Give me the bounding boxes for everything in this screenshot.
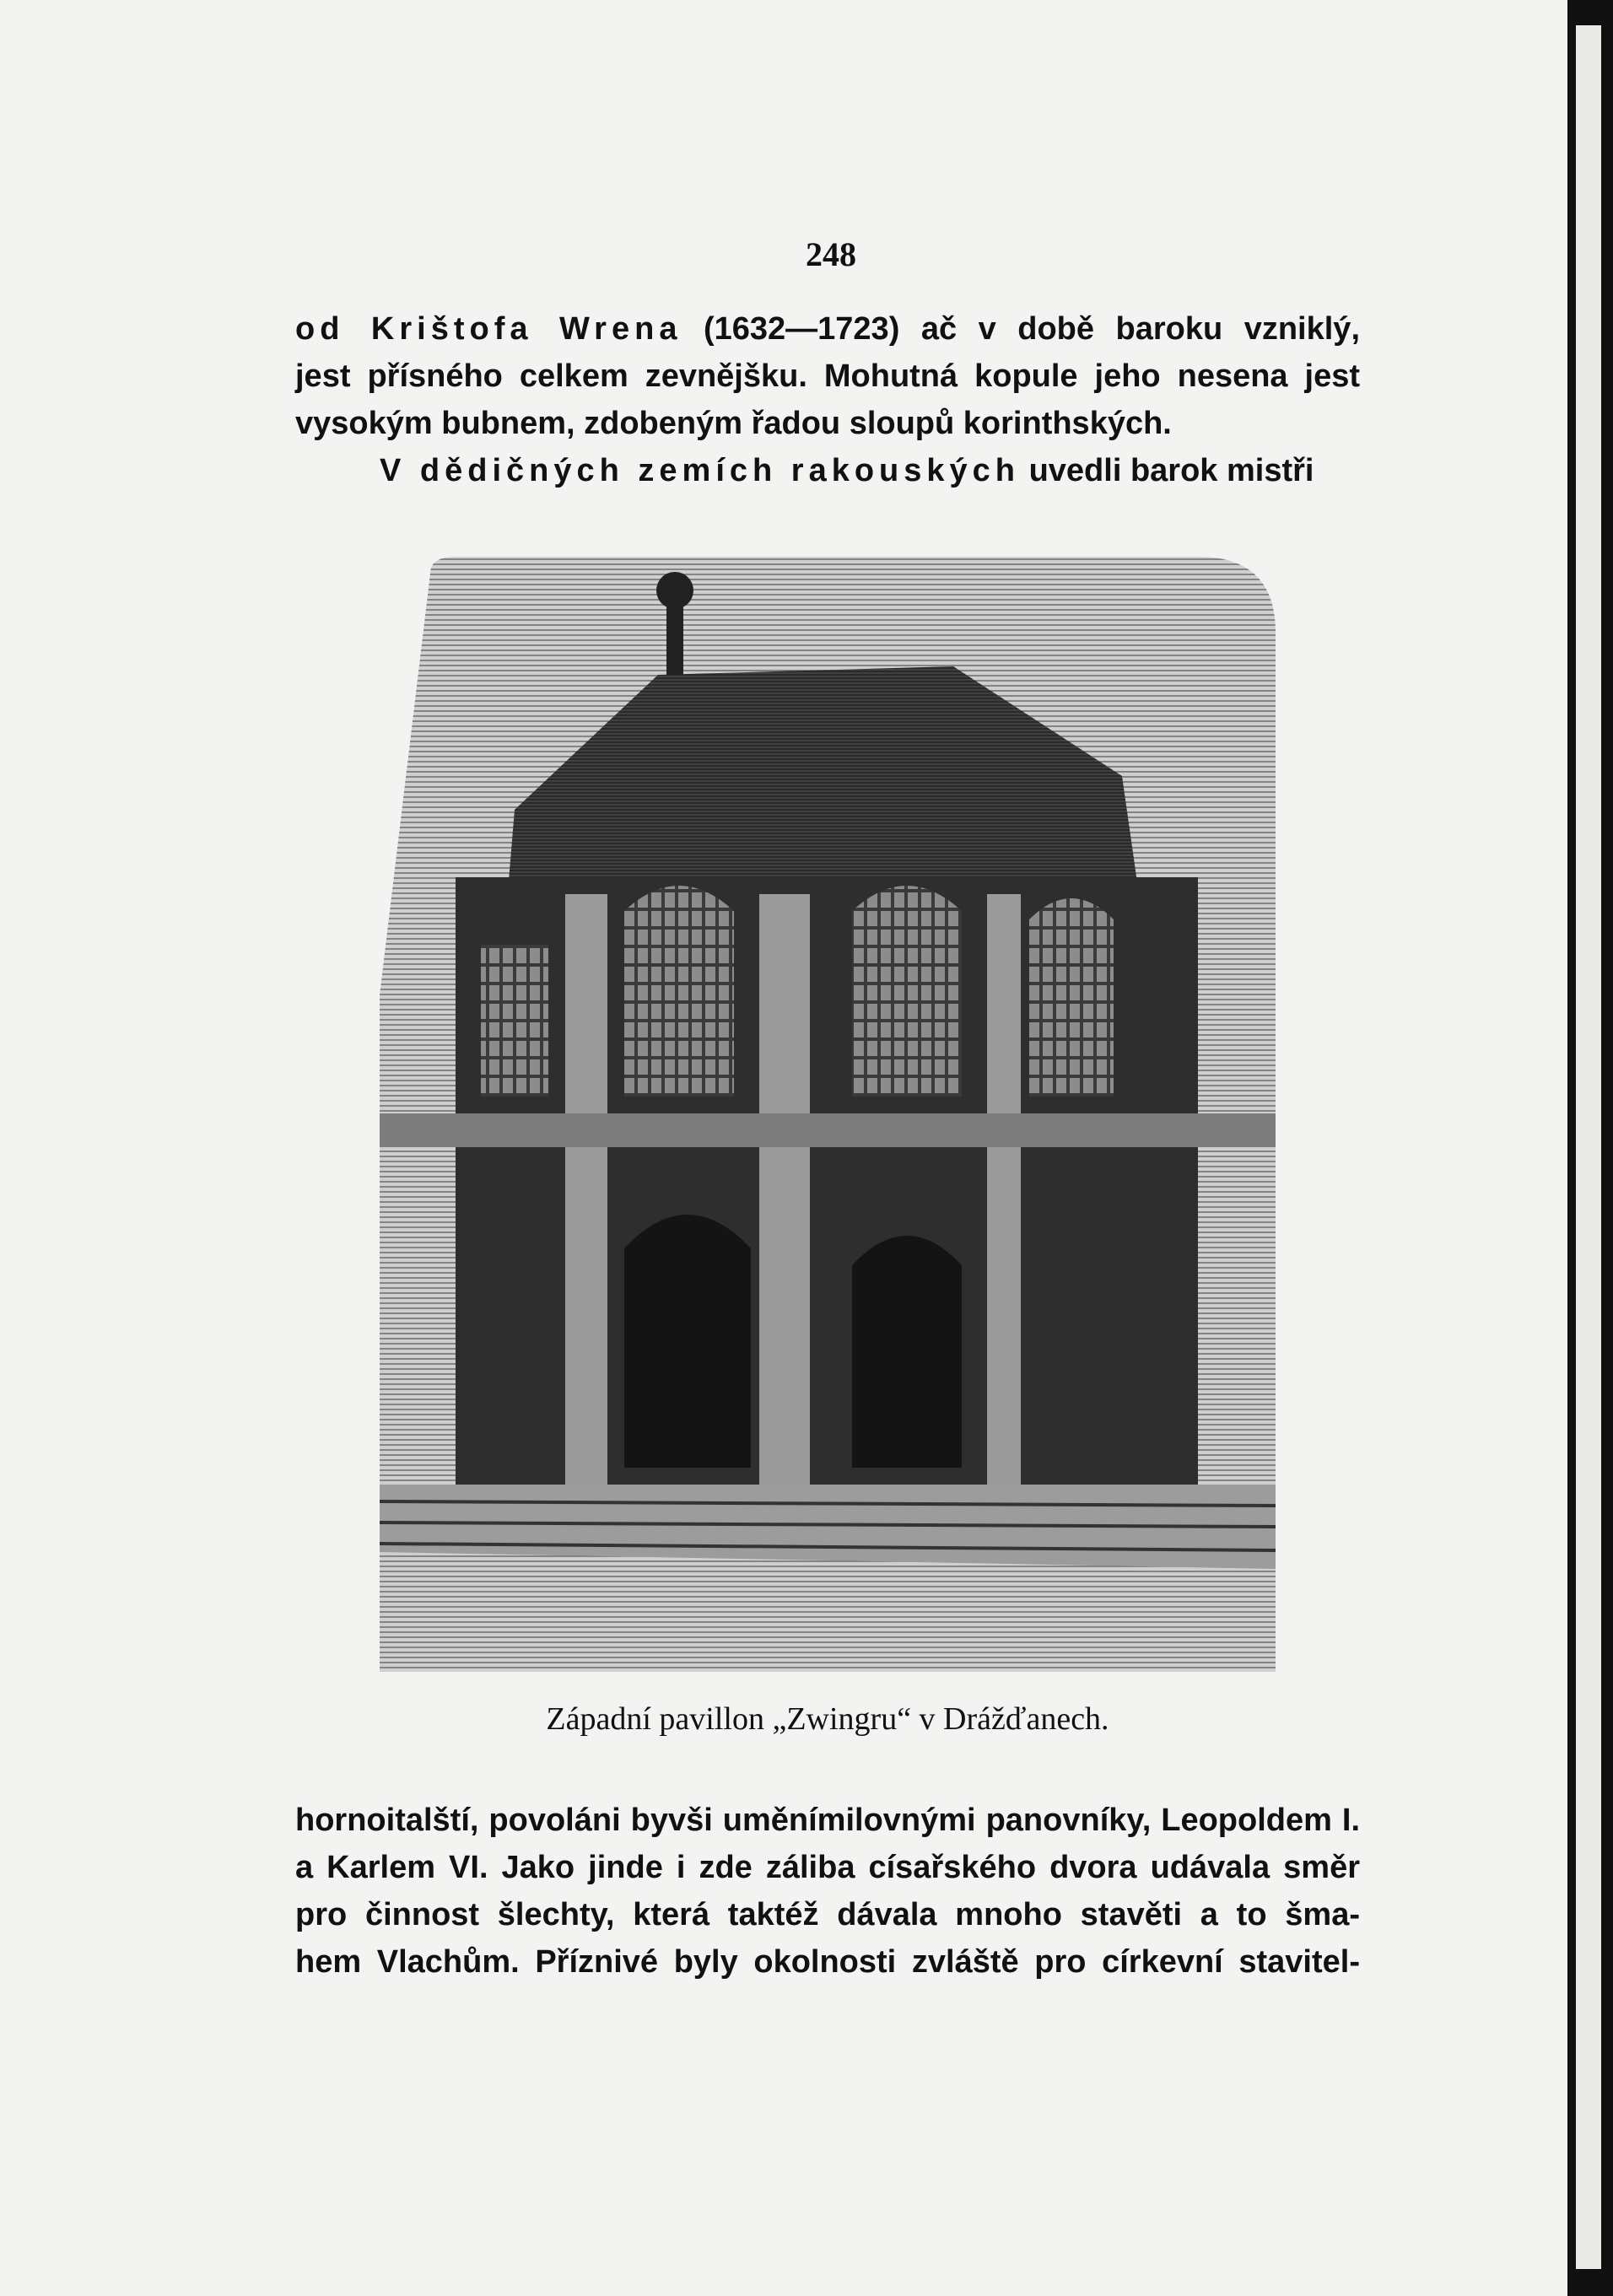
top-paragraph [295,305,1360,494]
balustrade [380,1113,1276,1147]
bottom-paragraph [295,1797,1360,1986]
text-line: hornoitalští, povoláni byvši uměnímilovnými panovníky, Leopoldem I. [295,1803,1360,1838]
page-number: 248 [806,235,856,273]
text-line: hem Vlachům. Příznivé byly okolnosti zvláště pro církevní stavitel- [295,1944,1360,1980]
arch-opening [624,1215,751,1468]
finial-ball [656,572,693,609]
text-line: jest přísného celkem zevnějšku. Mohutná kopule jeho nesena jest [295,358,1360,394]
text-line: a Karlem VI. Jako jinde i zde záliba císařského dvora udávala směr [295,1850,1360,1885]
arched-window [624,886,734,1097]
text-line [295,447,1360,494]
text-span: (1632—1723) ač v době baroku vzniklý, [703,311,1361,347]
arched-window [1029,898,1114,1097]
adjacent-page-edge [1567,0,1613,2296]
spaced-name: od Krištofa Wrena [295,311,682,347]
foreground-ground [380,1569,1276,1672]
side-window [481,945,548,1097]
next-page-sliver [1576,25,1601,2269]
text-line [295,305,1360,353]
text-span: uvedli barok mistři [1028,453,1314,488]
text-line: vysokým bubnem, zdobeným řadou sloupů korinthských. [295,406,1172,441]
figure-caption: Západní pavillon „Zwingru“ v Drážďanech. [546,1701,1109,1737]
arched-window [852,886,962,1097]
arch-opening [852,1236,962,1468]
pilaster [565,894,607,1501]
pilaster [987,894,1021,1501]
pilaster [759,894,810,1501]
spaced-phrase: V dědičných zemích rakouských [380,453,1021,488]
text-line: pro činnost šlechty, která taktéž dávala mnoho stavěti a to šma- [295,1897,1360,1932]
pavilion-engraving [380,557,1276,1672]
